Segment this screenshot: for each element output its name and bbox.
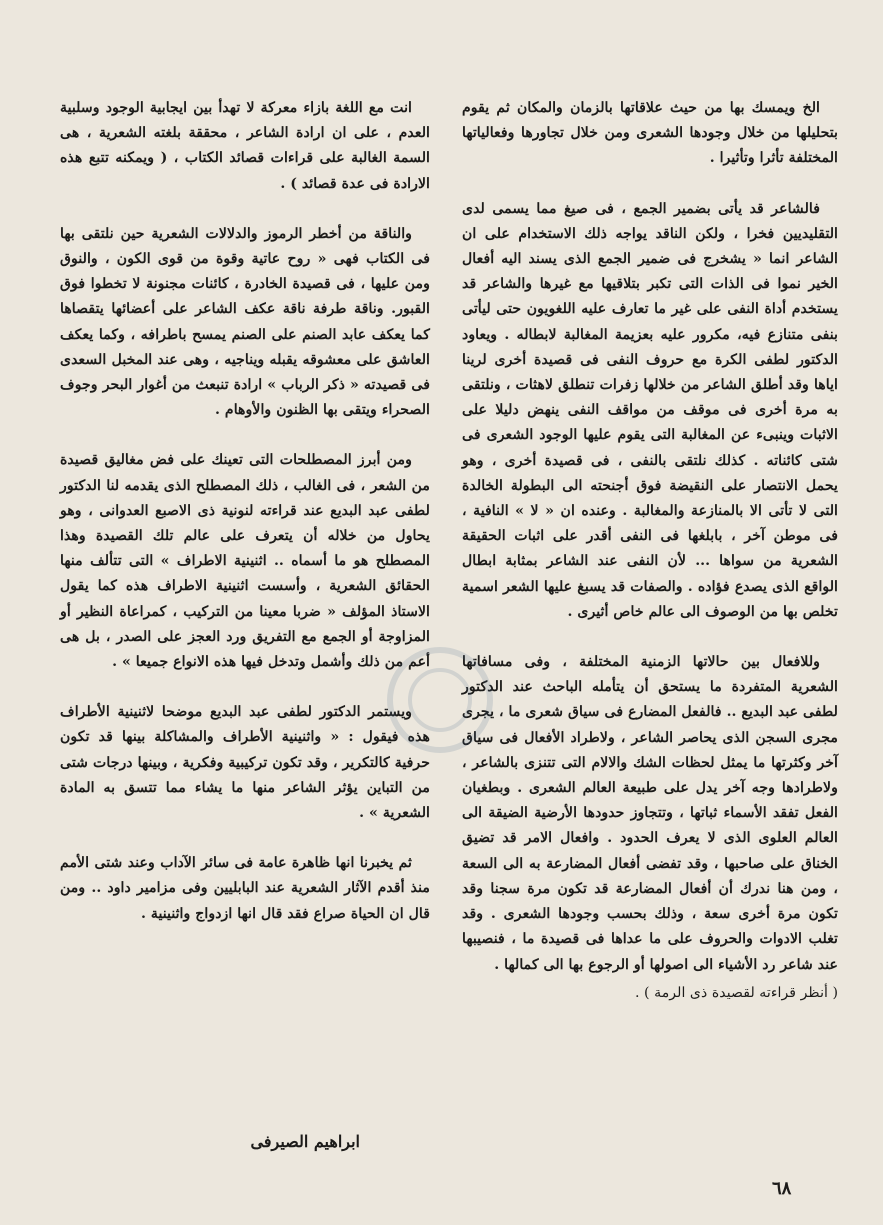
author-signature: ابراهيم الصيرفى bbox=[250, 1132, 360, 1151]
right-column bbox=[462, 96, 838, 1031]
paragraph: ويستمر الدكتور لطفى عبد البديع موضحا لاثنينية الأطراف هذه فيقول : « واثنينية الأطراف والمشاكلة بينها قد تكون حرفية كالتكرير ، وقد تكون تركيبية وفكرية ، وبينها درجات شتى من التباين يؤثر الشاعر منها ما يشاء مما تتسق به المادة الشعرية » . bbox=[60, 704, 430, 822]
paragraph: انت مع اللغة بازاء معركة لا تهدأ بين ايجابية الوجود وسلبية العدم ، على ان ارادة الشاعر ، محققة بلغته الشعرية ، هى السمة الغالبة على قراءات قصائد الكتاب ، ( ويمكنه تتبع هذه الارادة فى عدة قصائد ) . bbox=[60, 100, 430, 192]
paragraph: فالشاعر قد يأتى بضمير الجمع ، فى صيغ مما يسمى لدى التقليديين فخرا ، ولكن الناقد يواجه ذلك الاستخدام على ان الشاعر انما « يشخرج فى ضمير الجمع الذى يسند اليه أفعال الخير نموا فى الذات التى تكبر بتلاقيها مع غيرها والشاعر قد يستخدم أداة النفى على غير ما تعارف عليه اللغويون حتى ليأتى بنفى متنازع فيه، مكرور عليه بعزيمة المغالبة لابطاله . ويعاود الدكتور لطفى الكرة مع حروف النفى فى قصيدة أخرى لرينا اياها وقد أطلق الشاعر من خلالها زفرات تنطلق لاهثات ، ونلتقى به مرة أخرى فى موقف من مواقف النفى ينهض دليلا على الاثبات وينبىء عن المغالبة التى يقوم عليها الوجود الشعرى فى شتى كائناته . كذلك نلتقى بالنفى ، فى قصيدة أخرى ، وهو يحمل الانتصار على النقيضة فوق أجنحته الى البطولة الخالدة التى لا تأتى الا بالمنازعة والمغالبة . وعنده ان « لا » النافية ، فى موطن آخر ، بابلغها فى النفى أقدر على اثبات الحقيقة الشعرية من سواها ... لأن النفى عند الشاعر بمثابة ابطال الواقع الذى يصدع فؤاده . والصفات قد يسبغ عليها الشعر اسمية تخلص بها من الوصوف الى عالم خاص أثيرى . bbox=[462, 200, 838, 620]
reference-note: ( أنظر قراءته لقصيدة ذى الرمة ) . bbox=[635, 984, 838, 1001]
paragraph: الخ ويمسك بها من حيث علاقاتها بالزمان والمكان ثم يقوم بتحليلها من خلال وجودها الشعرى ومن خلال تجاورها وفعالياتها المختلفة تأثرا وتأثيرا . bbox=[462, 100, 838, 167]
paragraph: وللافعال بين حالاتها الزمنية المختلفة ، وفى مسافاتها الشعرية المتفردة ما يستحق أن يتأمله الباحث عند الدكتور لطفى عبد البديع .. فالفعل المضارع فى سياق شعرى ما ، يجرى مجرى السجن الذى يحاصر الشاعر ، ولاطراد الأفعال فى سياق آخر وكثرتها ما يمثل لحظات الشك والالام التى تتنزى بالشاعر ، ولاطرادها وجه آخر يدل على طبيعة العالم الشعرى . وبطغيان الفعل تفقد الأسماء ثباتها ، وتتجاوز حدودها الأرضية الضيقة الى العالم العلوى الذى لا يعرف الحدود . وافعال الامر قد تضيق الخناق على صاحبها ، وقد تفضى أفعال المضارعة به الى السعة ، ومن هنا ندرك أن أفعال المضارعة قد تكون مرة سجنا وقد تكون مرة أخرى سعة ، وذلك بحسب وجودها الشعرى . وقد تغلب الادوات والحروف على ما عداها فى قصيدة ما ، فنصيبها عند شاعر رد الأشياء الى اصولها أو الرجوع بها الى كمالها . bbox=[462, 654, 838, 973]
paragraph: والناقة من أخطر الرموز والدلالات الشعرية حين نلتقى بها فى الكتاب فهى « روح عاتية وقوة من قوى الكون ، والنوق ومن عليها ، فى قصيدة الخادرة ، كائنات مجنونة لا تخطوا فوق القبور. وناقة طرفة ناقة عكف الشاعر على أعضائها يتقصاها كما يعكف عابد الصنم على الصنم يمسح باطرافه ، وكما يعكف العاشق على معشوقه يقبله ويناجيه ، وهى عند المخبل السعدى فى قصيدته « ذكر الرباب » ارادة تنبعث من أغوار البحر وجوف الصحراء ويتقى بها الظنون والأوهام . bbox=[60, 225, 430, 419]
page-number: ٦٨ bbox=[772, 1178, 792, 1199]
paragraph: ثم يخبرنا انها ظاهرة عامة فى سائر الآداب وعند شتى الأمم منذ أقدم الآثار الشعرية عند البابليين وفى مزامير داود .. ومن قال ان الحياة صراع فقد قال انها ازدواج واثنينية . bbox=[60, 855, 430, 922]
left-column bbox=[60, 96, 430, 952]
paragraph: ومن أبرز المصطلحات التى تعينك على فض مغاليق قصيدة من الشعر ، فى الغالب ، ذلك المصطلح الذى يقدمه لنا الدكتور لطفى عبد البديع عند قراءته لنونية ذى الاصبع العدوانى ، وهو يحاول من خلاله أن يتعرف على عالم تلك القصيدة وهذا المصطلح هو ما أسماه .. اثنينية الاطراف » التى تتألف منها الحقائق الشعرية ، وأسست اثنينية الاطراف هذه كما يقول الاستاذ المؤلف « ضربا معينا من التركيب ، كمراعاة النظير أو المزاوجة أو الجمع مع التفريق ورد العجز على الصدر ، بل هى أعم من ذلك وأشمل وتدخل فيها هذه الانواع جميعا » . bbox=[60, 452, 430, 671]
